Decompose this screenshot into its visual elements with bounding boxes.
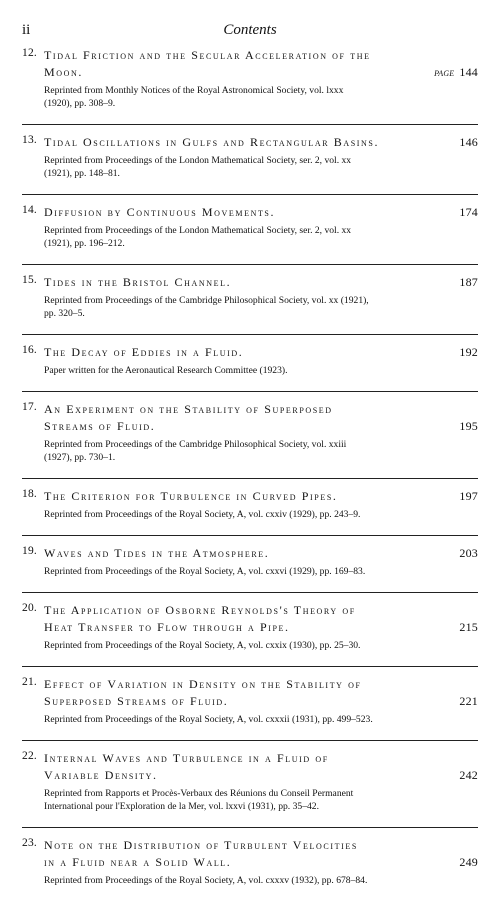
entry-source xyxy=(44,438,478,464)
entry-page-value: 221 xyxy=(459,694,478,708)
entry-title-line: Diffusion by Continuous Movements. xyxy=(44,205,276,219)
entry-page-number xyxy=(459,134,478,151)
entry-title-line: The Decay of Eddies in a Fluid. xyxy=(44,345,244,359)
entry-title xyxy=(44,47,478,81)
entry-number: 20. xyxy=(22,602,37,614)
entry-page-value: 192 xyxy=(459,345,478,359)
entry-title-line: Moon. xyxy=(44,65,84,79)
entry-source-line: Reprinted from Proceedings of the Royal Society, A, vol. cxxxv (1932), pp. 678–84. xyxy=(44,875,368,886)
entry-source xyxy=(44,565,478,578)
entry-number: 12. xyxy=(22,47,37,59)
entry-page-value: 144 xyxy=(459,65,478,79)
entry-title-line: in a Fluid near a Solid Wall. xyxy=(44,855,232,869)
entry-divider xyxy=(22,827,478,828)
entry-page-value: 187 xyxy=(459,275,478,289)
entry-page-number xyxy=(459,693,478,710)
entry-source-line: Reprinted from Proceedings of the Cambridge Philosophical Society, vol. xxiii xyxy=(44,439,347,450)
entry-title xyxy=(44,344,478,361)
contents-entry xyxy=(22,401,478,464)
entry-source-line: Reprinted from Proceedings of the Royal Society, A, vol. cxxiv (1929), pp. 243–9. xyxy=(44,509,361,520)
entry-title-line: Internal Waves and Turbulence in a Fluid of xyxy=(44,751,329,765)
entry-divider xyxy=(22,592,478,593)
page-number: ii xyxy=(22,22,31,38)
entry-source xyxy=(44,639,478,652)
entry-number: 15. xyxy=(22,274,37,286)
entry-title-line: Tidal Friction and the Secular Acceleration of the xyxy=(44,48,371,62)
entry-number: 14. xyxy=(22,204,37,216)
entry-source-line: (1920), pp. 308–9. xyxy=(44,98,116,109)
entry-title xyxy=(44,676,478,710)
entry-title-line: Heat Transfer to Flow through a Pipe. xyxy=(44,620,290,634)
entry-source-line: Reprinted from Rapports et Procès-Verbaux des Réunions du Conseil Permanent xyxy=(44,788,354,799)
entry-source-line: Reprinted from Proceedings of the London Mathematical Society, ser. 2, vol. xx xyxy=(44,225,352,236)
entry-title xyxy=(44,401,478,435)
entry-source-line: Reprinted from Proceedings of the Cambridge Philosophical Society, vol. xx (1921), xyxy=(44,295,369,306)
entry-source-line: (1921), pp. 196–212. xyxy=(44,238,125,249)
entry-title-line: Superposed Streams of Fluid. xyxy=(44,694,229,708)
entry-number: 21. xyxy=(22,676,37,688)
entry-number: 22. xyxy=(22,750,37,762)
page-header xyxy=(22,22,478,44)
entry-title-line: Tidal Oscillations in Gulfs and Rectangular Basins. xyxy=(44,135,380,149)
contents-entry xyxy=(22,676,478,726)
entry-title xyxy=(44,837,478,871)
contents-entry xyxy=(22,750,478,813)
contents-entry xyxy=(22,488,478,521)
entry-source-line: (1921), pp. 148–81. xyxy=(44,168,120,179)
entry-title-line: An Experiment on the Stability of Superposed xyxy=(44,402,333,416)
entry-page-value: 174 xyxy=(459,205,478,219)
entry-divider xyxy=(22,666,478,667)
entry-title xyxy=(44,602,478,636)
contents-entry xyxy=(22,837,478,887)
entry-title-line: Variable Density. xyxy=(44,768,158,782)
contents-entry xyxy=(22,204,478,250)
entry-page-value: 203 xyxy=(459,546,478,560)
entry-source-line: (1927), pp. 730–1. xyxy=(44,452,116,463)
entry-source xyxy=(44,787,478,813)
entry-number: 23. xyxy=(22,837,37,849)
entry-page-number xyxy=(459,545,478,562)
entry-source xyxy=(44,294,478,320)
entry-page-value: 197 xyxy=(459,489,478,503)
entry-title-line: Streams of Fluid. xyxy=(44,419,156,433)
contents-entry xyxy=(22,47,478,110)
entry-page-value: 195 xyxy=(459,419,478,433)
entry-page-number xyxy=(459,854,478,871)
entry-page-number xyxy=(434,64,478,81)
entry-source-line: Reprinted from Proceedings of the Royal Society, A, vol. cxxix (1930), pp. 25–30. xyxy=(44,640,361,651)
entry-page-number xyxy=(459,619,478,636)
entry-divider xyxy=(22,264,478,265)
entry-source-line: Reprinted from Proceedings of the Royal Society, A, vol. cxxvi (1929), pp. 169–83. xyxy=(44,566,366,577)
entry-page-value: 146 xyxy=(459,135,478,149)
entry-title xyxy=(44,274,478,291)
entry-page-value: 242 xyxy=(459,768,478,782)
entry-source xyxy=(44,364,478,377)
entry-title-line: Waves and Tides in the Atmosphere. xyxy=(44,546,270,560)
contents-entry xyxy=(22,274,478,320)
entry-number: 19. xyxy=(22,545,37,557)
entry-source-line: Paper written for the Aeronautical Research Committee (1923). xyxy=(44,365,288,376)
contents-page xyxy=(22,22,478,901)
entry-source-line: International pour l'Exploration de la Mer, vol. lxxvi (1931), pp. 35–42. xyxy=(44,801,319,812)
entry-title xyxy=(44,545,478,562)
entry-source xyxy=(44,154,478,180)
entry-source-line: pp. 320–5. xyxy=(44,308,85,319)
entry-source xyxy=(44,84,478,110)
entry-page-number xyxy=(459,767,478,784)
entry-source xyxy=(44,874,478,887)
entry-divider xyxy=(22,334,478,335)
entry-title-line: Tides in the Bristol Channel. xyxy=(44,275,232,289)
entry-title-line: Effect of Variation in Density on the Stability of xyxy=(44,677,362,691)
entry-page-value: 249 xyxy=(459,855,478,869)
entry-title-line: The Application of Osborne Reynolds's Theory of xyxy=(44,603,356,617)
entry-title-line: The Criterion for Turbulence in Curved Pipes. xyxy=(44,489,338,503)
entry-source xyxy=(44,508,478,521)
entry-source xyxy=(44,224,478,250)
entry-title xyxy=(44,134,478,151)
entry-title xyxy=(44,204,478,221)
entry-divider xyxy=(22,391,478,392)
entry-divider xyxy=(22,124,478,125)
entry-number: 13. xyxy=(22,134,37,146)
entry-divider xyxy=(22,740,478,741)
entry-number: 18. xyxy=(22,488,37,500)
entry-title xyxy=(44,750,478,784)
contents-list xyxy=(22,47,478,887)
entry-title-line: Note on the Distribution of Turbulent Velocities xyxy=(44,838,358,852)
entry-divider xyxy=(22,194,478,195)
contents-entry xyxy=(22,134,478,180)
entry-divider xyxy=(22,478,478,479)
entry-page-number xyxy=(459,204,478,221)
page-title: Contents xyxy=(223,22,277,38)
entry-page-value: 215 xyxy=(459,620,478,634)
entry-page-number xyxy=(459,418,478,435)
entry-divider xyxy=(22,535,478,536)
contents-entry xyxy=(22,602,478,652)
entry-page-number xyxy=(459,488,478,505)
contents-entry xyxy=(22,545,478,578)
entry-page-number xyxy=(459,344,478,361)
entry-number: 17. xyxy=(22,401,37,413)
entry-source-line: Reprinted from Proceedings of the London Mathematical Society, ser. 2, vol. xx xyxy=(44,155,352,166)
entry-source-line: Reprinted from Proceedings of the Royal Society, A, vol. cxxxii (1931), pp. 499–523. xyxy=(44,714,373,725)
entry-page-number xyxy=(459,274,478,291)
contents-entry xyxy=(22,344,478,377)
entry-number: 16. xyxy=(22,344,37,356)
entry-source xyxy=(44,713,478,726)
entry-title xyxy=(44,488,478,505)
entry-source-line: Reprinted from Monthly Notices of the Royal Astronomical Society, vol. lxxx xyxy=(44,85,344,96)
page-word-label: page xyxy=(434,65,455,79)
